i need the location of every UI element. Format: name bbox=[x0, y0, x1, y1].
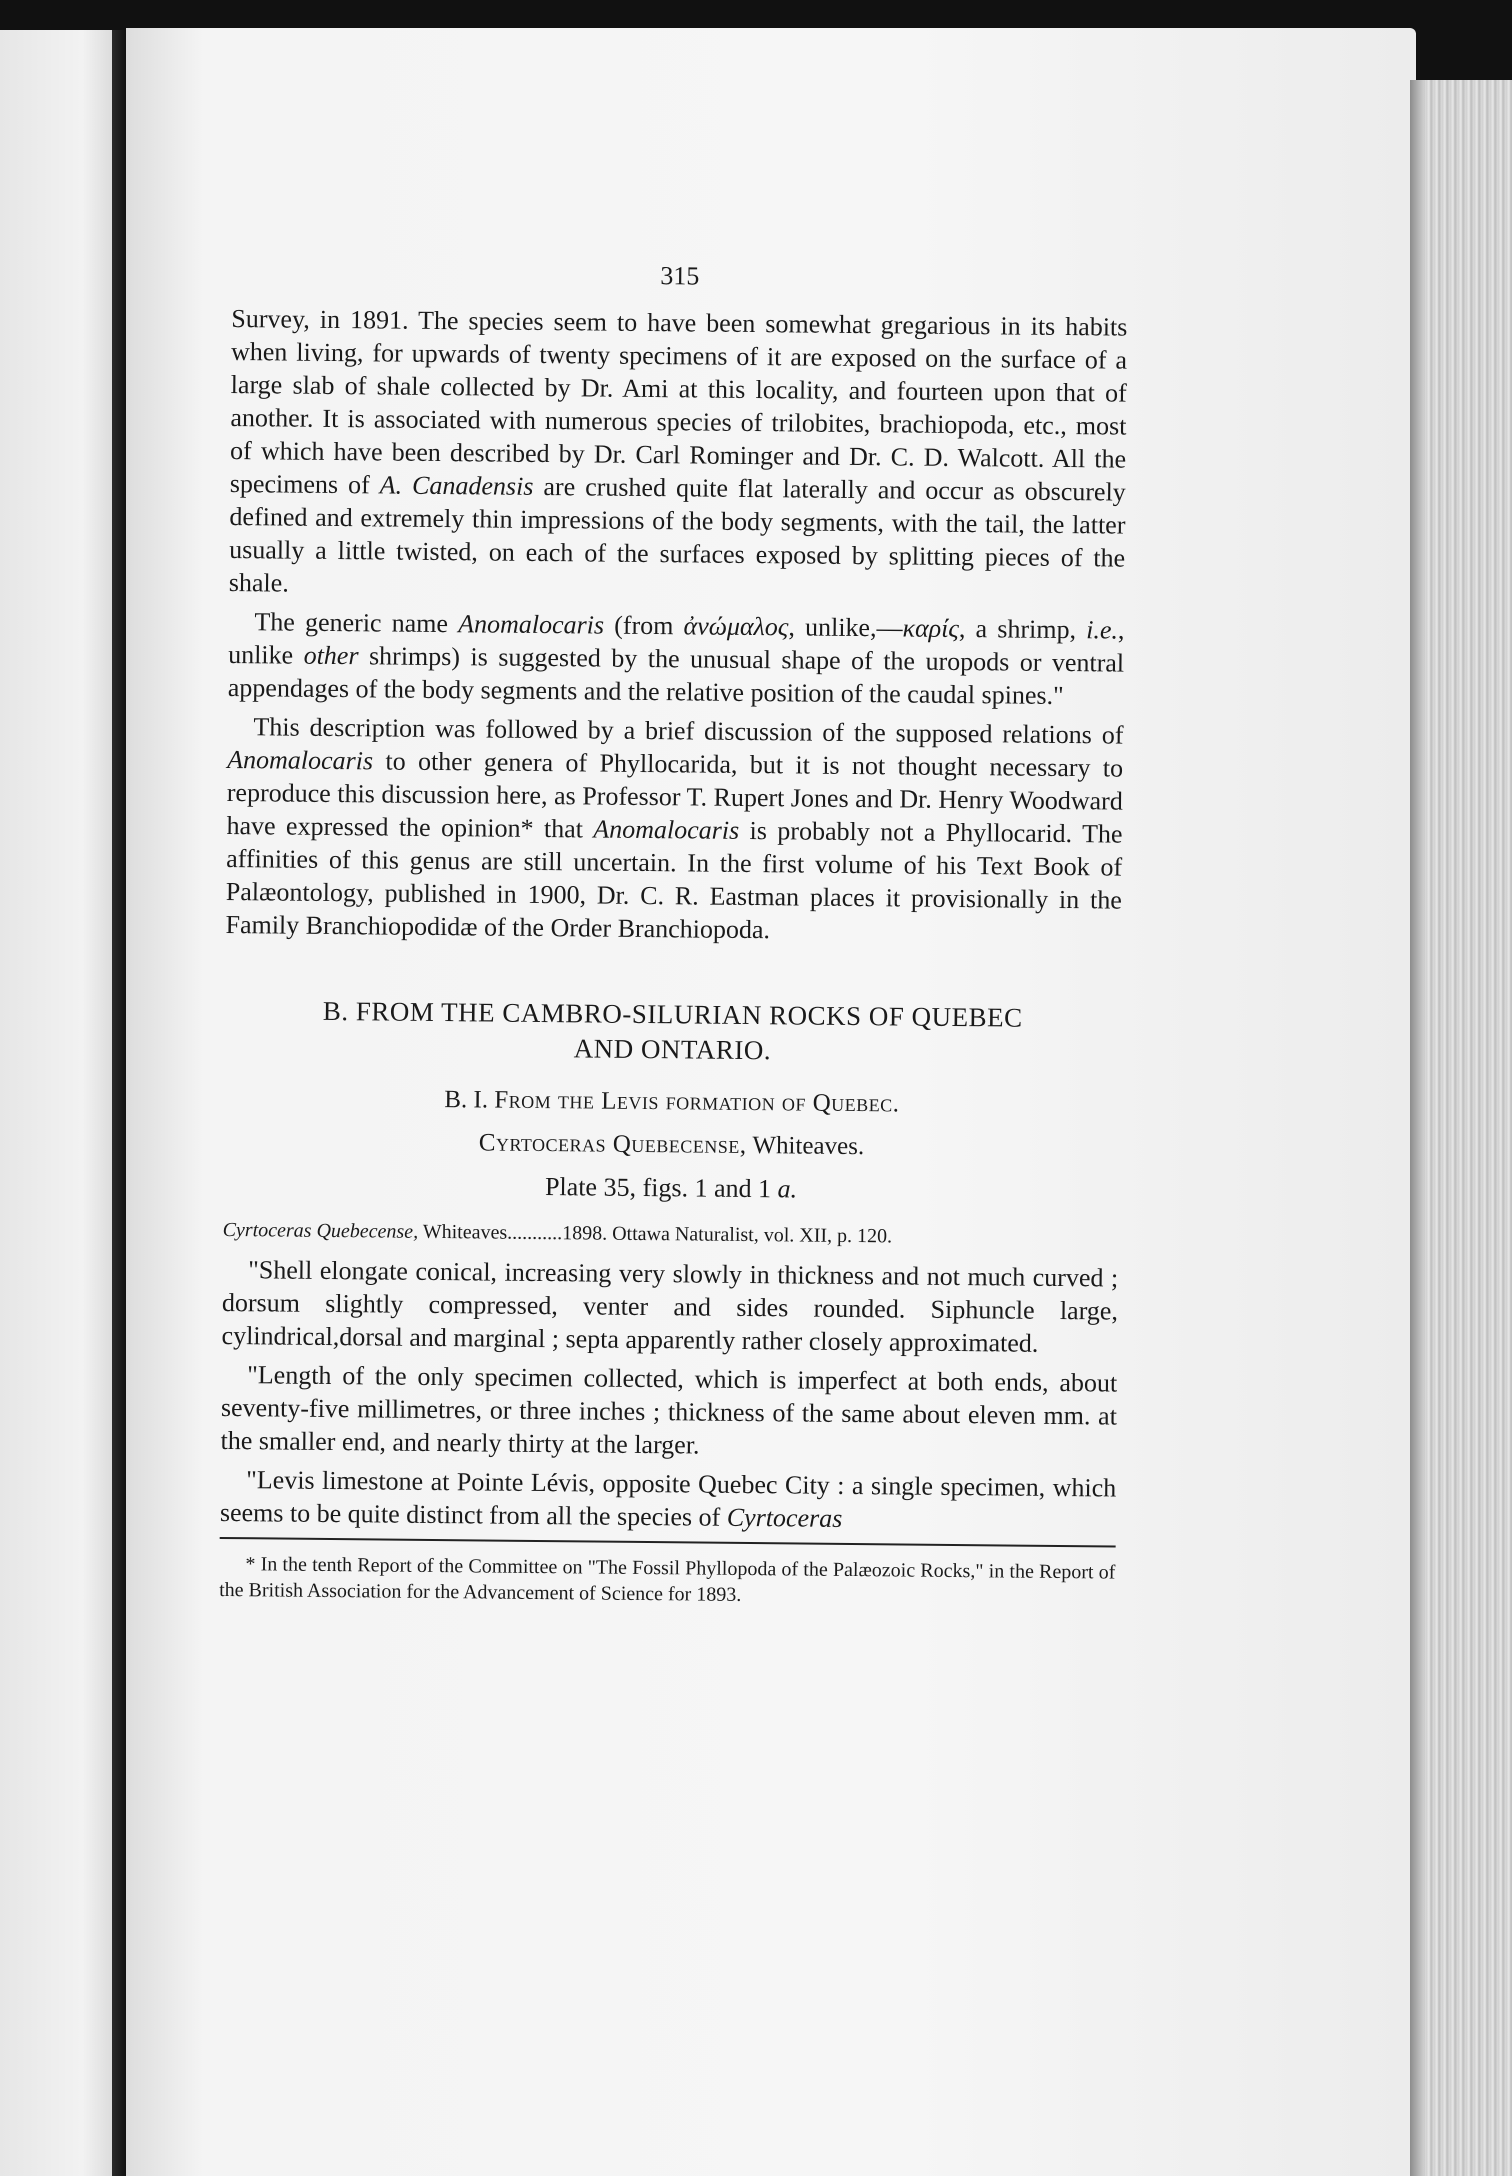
plate-suffix: a. bbox=[777, 1174, 798, 1204]
citation-name: Cyrtoceras Quebecense, bbox=[222, 1218, 419, 1243]
section-heading-line-1: B. FROM THE CAMBRO-SILURIAN ROCKS OF QUEBEC bbox=[322, 995, 1023, 1033]
text-run: is probably not a Phyllocarid. The affinities of this genus are still uncertain. In the first volume of his Text Book of Palæontology, published in 1900, Dr. C. R. Eastman places it provisionally in the Family Branchiopodidæ of the Order Branchiopoda. bbox=[225, 815, 1123, 945]
italic-text: Cyrtoceras bbox=[726, 1502, 843, 1533]
paragraph bbox=[220, 1463, 1117, 1538]
italic-text: i.e. bbox=[1086, 615, 1119, 645]
paragraph bbox=[220, 1358, 1117, 1466]
body-paragraphs bbox=[225, 302, 1127, 950]
text-run: "Levis limestone at Pointe Lévis, opposite Quebec City : a single specimen, which seems to be quite distinct from all the species of bbox=[219, 1465, 1117, 1532]
footnote: * In the tenth Report of the Committee on "The Fossil Phyllopoda of the Palæozoic Rocks," in the Report of the British Association for the Advancement of Science for 1893. bbox=[219, 1553, 1116, 1606]
italic-text: Anomalocaris bbox=[593, 814, 740, 845]
page-stack-edges bbox=[1410, 80, 1512, 2176]
citation bbox=[222, 1214, 1118, 1256]
text-run: (from bbox=[603, 610, 684, 641]
text-run: The generic name bbox=[254, 607, 459, 639]
italic-text: Anomalocaris bbox=[227, 744, 374, 776]
facing-page-edge bbox=[0, 30, 118, 2176]
page-content bbox=[219, 255, 1128, 1612]
description-paragraphs bbox=[220, 1253, 1119, 1538]
text-run: , unlike bbox=[228, 615, 1125, 670]
plate-text: Plate 35, figs. 1 and 1 bbox=[544, 1172, 778, 1204]
text-run: , a shrimp, bbox=[958, 613, 1087, 645]
subsection-prefix: B. I. bbox=[444, 1086, 495, 1114]
text-run: Survey, in 1891. The species seem to have been somewhat gregarious in its habits when living, for upwards of twenty specimens of it are exposed on the surface of a large slab of shale collected by Dr. Ami at this locality, and fourteen upon that of another. It is associated with numerous species of trilobites, brachiopoda, etc., most of which have been described by Dr. Carl Rominger and Dr. C. D. Walcott. All the specimens of bbox=[229, 303, 1128, 500]
plate-reference bbox=[223, 1167, 1119, 1209]
footnote-rule bbox=[220, 1537, 1116, 1548]
species-name: Cyrtoceras Quebecense, bbox=[478, 1129, 747, 1159]
text-run: , unlike,— bbox=[788, 612, 903, 643]
italic-text: ἀνώμαλος bbox=[683, 611, 789, 642]
paragraph bbox=[228, 605, 1125, 713]
subsection-heading bbox=[224, 1081, 1120, 1123]
citation-rest: Whiteaves...........1898. Ottawa Naturalist, vol. XII, p. 120. bbox=[418, 1220, 893, 1248]
text-run: "Shell elongate conical, increasing very slowly in thickness and not much curved ; dorsum slightly compressed, venter and sides rounded. Siphuncle large, cylindrical,dorsal and marginal ; septa apparently rather closely approximated. bbox=[221, 1255, 1119, 1358]
italic-text: A. Canadensis bbox=[379, 470, 534, 501]
italic-text: καρίς bbox=[902, 613, 960, 643]
subsection-title: From the Levis formation of Quebec. bbox=[494, 1086, 900, 1118]
species-author: Whiteaves. bbox=[746, 1131, 865, 1161]
text-run: shrimps) is suggested by the unusual shape of the uropods or ventral appendages of the body segments and the relative position of the caudal spines." bbox=[227, 641, 1125, 711]
species-heading bbox=[223, 1124, 1119, 1166]
text-run: are crushed quite flat laterally and occur as obscurely defined and extremely thin impressions of the body segments, with the tail, the latter usually a little twisted, on each of the surfaces exposed by splitting pieces of the shale. bbox=[228, 471, 1126, 598]
section-heading bbox=[224, 993, 1121, 1072]
section-heading-line-2: AND ONTARIO. bbox=[573, 1033, 772, 1066]
paragraph bbox=[229, 302, 1128, 608]
italic-text: Anomalocaris bbox=[458, 609, 605, 640]
page-number: 315 bbox=[660, 261, 700, 291]
paragraph bbox=[221, 1253, 1118, 1361]
text-run: "Length of the only specimen collected, which is imperfect at both ends, about seventy-five millimetres, or three inches ; thickness of the same about eleven mm. at the smaller end, and nearly thirty at the larger. bbox=[220, 1360, 1118, 1460]
text-run: This description was followed by a brief discussion of the supposed relations of bbox=[253, 712, 1124, 750]
text-run: to other genera of Phyllocarida, but it is not thought necessary to reproduce this discussion here, as Professor T. Rupert Jones and Dr. Henry Woodward have expressed the opinion* that bbox=[226, 746, 1124, 844]
italic-text: other bbox=[303, 640, 359, 671]
paragraph bbox=[225, 710, 1123, 950]
